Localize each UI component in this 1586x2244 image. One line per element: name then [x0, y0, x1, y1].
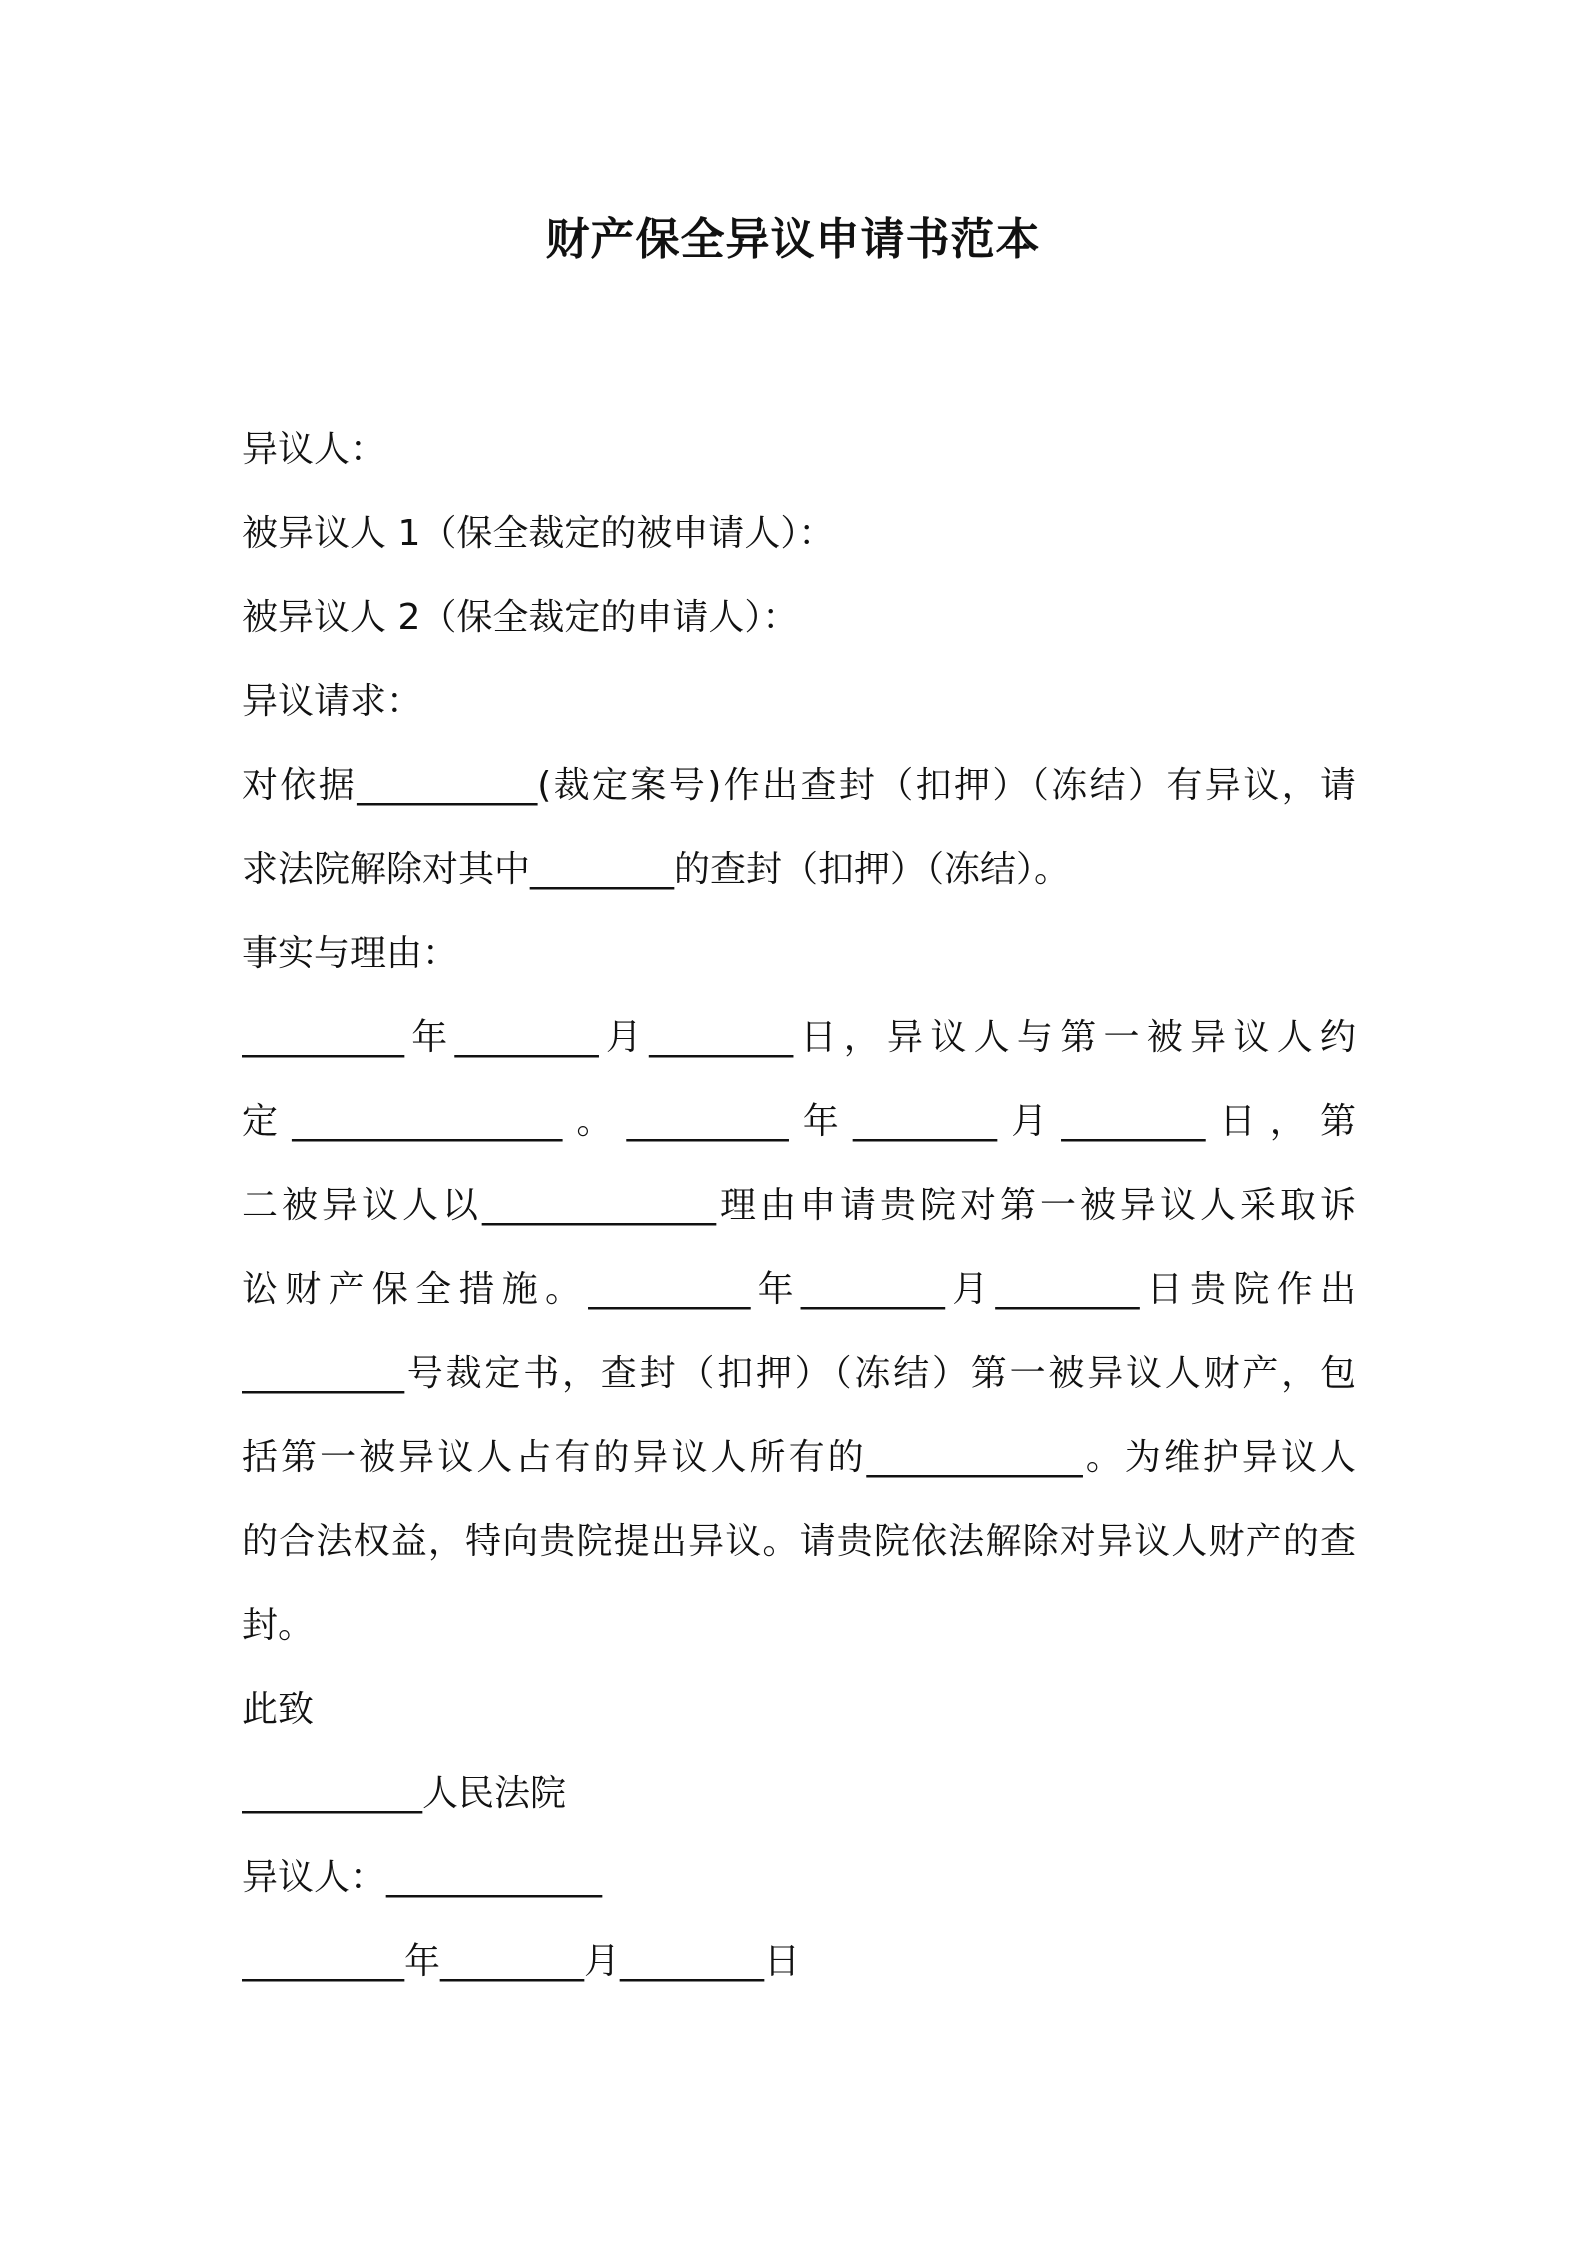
salutation: 此致: [242, 1689, 315, 1730]
request-text-line: 求法院解除对其中________的查封（扣押）（冻结）。: [242, 849, 1071, 890]
facts-text-line: 二被异议人以_____________理由申请贵院对第一被异议人采取诉: [242, 1185, 1356, 1226]
respondent-1-line: 被异议人 1（保全裁定的被申请人）：: [242, 513, 835, 554]
objector-line: 异议人：: [242, 429, 387, 470]
facts-text-line: 讼财产保全措施。_________年________月________日贵院作出: [242, 1269, 1356, 1310]
respondent-2-line: 被异议人 2（保全裁定的申请人）：: [242, 597, 799, 638]
facts-text-line: _________年________月________日，异议人与第一被异议人约: [242, 1017, 1356, 1058]
document-body: [242, 408, 1356, 2004]
request-text-line: 对依据__________(裁定案号)作出查封（扣押）（冻结）有异议，请: [242, 765, 1356, 806]
document-title: 财产保全异议申请书范本: [545, 214, 1041, 265]
request-heading: 异议请求：: [242, 681, 423, 722]
facts-text-line: _________号裁定书，查封（扣押）（冻结）第一被异议人财产，包: [242, 1353, 1356, 1394]
court-line: __________人民法院: [242, 1773, 567, 1814]
facts-text-line: 定_______________。_________年________月________日，第: [242, 1101, 1356, 1142]
facts-text-line: 的合法权益，特向贵院提出异议。请贵院依法解除对异议人财产的查: [242, 1521, 1356, 1562]
facts-heading: 事实与理由：: [242, 933, 459, 974]
date-line: _________年________月________日: [242, 1941, 800, 1982]
signature-line: 异议人：____________: [242, 1857, 603, 1898]
facts-text-line: 括第一被异议人占有的异议人所有的____________。为维护异议人: [242, 1437, 1356, 1478]
facts-text-line: 封。: [242, 1605, 315, 1646]
